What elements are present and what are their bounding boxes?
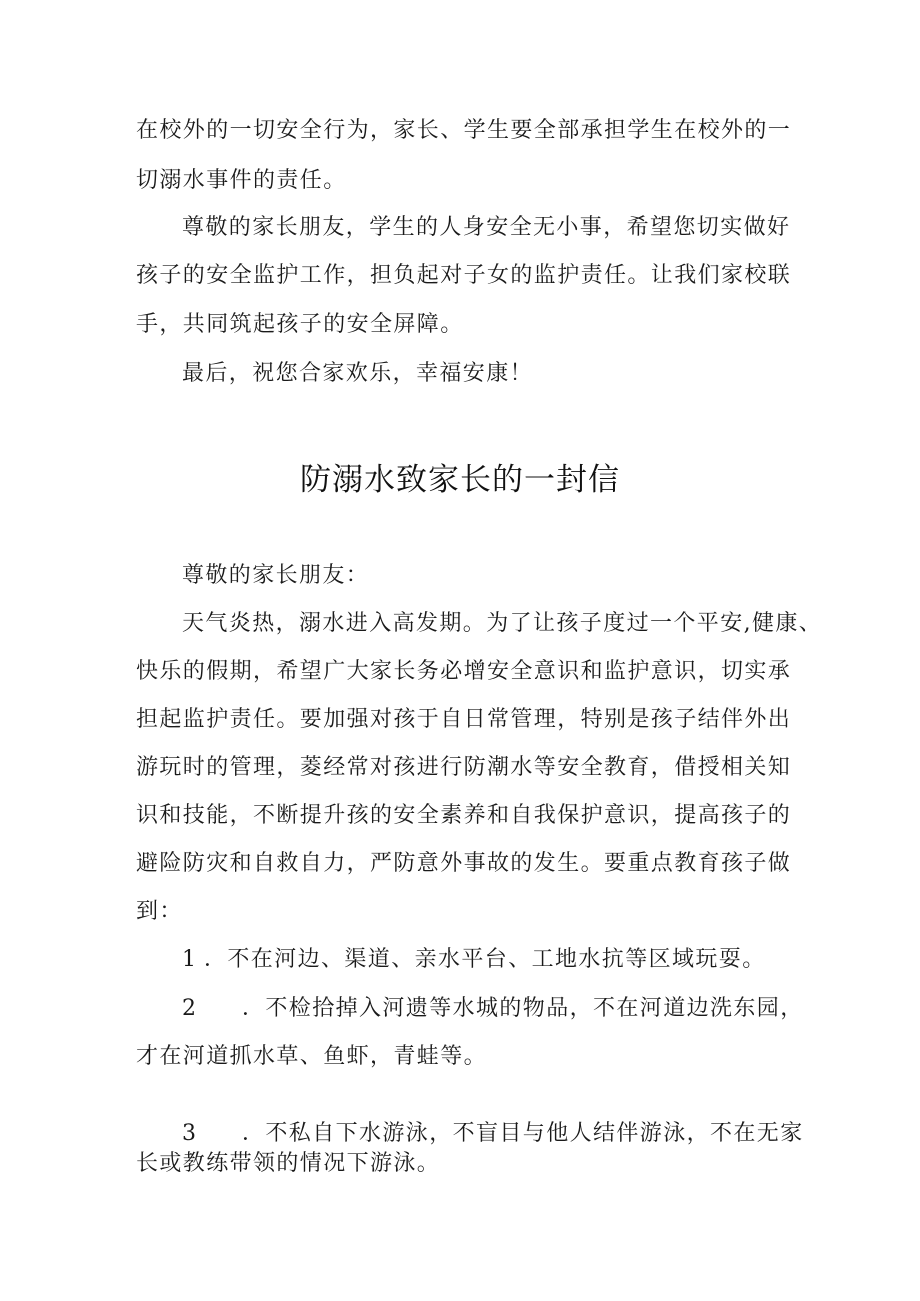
body-paragraph-line-1: 天气炎热，溺水进入高发期。为了让孩子度过一个平安,健康、 bbox=[182, 611, 823, 636]
list-item-number: 3 bbox=[182, 1121, 198, 1146]
list-item-3-continuation: 长或教练带领的情况下游泳。 bbox=[136, 1151, 441, 1176]
list-item-number: 1 bbox=[182, 947, 198, 972]
list-item-2 bbox=[182, 994, 804, 1024]
body-paragraph-line-7: 到： bbox=[136, 899, 183, 924]
body-paragraph-line-3: 担起监护责任。要加强对孩于自日常管理，特别是孩子结伴外出 bbox=[136, 707, 792, 732]
body-paragraph-line-5: 识和技能，不断提升孩的安全素养和自我保护意识，提高孩子的 bbox=[136, 803, 792, 828]
list-item-2-continuation: 才在河道抓水草、鱼虾，青蛙等。 bbox=[136, 1044, 488, 1069]
list-item-1 bbox=[182, 945, 766, 975]
list-item-text: ．不在河边、渠道、亲水平台、工地水抗等区域玩耍。 bbox=[204, 947, 766, 972]
body-paragraph-line-2: 快乐的假期，希望广大家长务必增安全意识和监护意识，切实承 bbox=[136, 659, 792, 684]
list-item-text: ．不私自下水游泳，不盲目与他人结伴游泳，不在无家 bbox=[242, 1121, 804, 1146]
wish-line: 最后，祝您合家欢乐，幸福安康！ bbox=[182, 361, 534, 386]
closing-paragraph-line-2: 孩子的安全监护工作，担负起对子女的监护责任。让我们家校联 bbox=[136, 263, 792, 288]
body-paragraph-line-6: 避险防灾和自救自力，严防意外事故的发生。要重点教育孩子做 bbox=[136, 851, 792, 876]
page-title: 防溺水致家长的一封信 bbox=[300, 462, 620, 498]
list-item-text: ．不检拾掉入河遗等水城的物品，不在河道边洗东园， bbox=[242, 996, 804, 1021]
closing-paragraph-line-3: 手，共同筑起孩子的安全屏障。 bbox=[136, 312, 464, 337]
continuation-line-1: 在校外的一切安全行为，家长、学生要全部承担学生在校外的一 bbox=[136, 118, 792, 143]
list-item-number: 2 bbox=[182, 996, 198, 1021]
body-paragraph-line-4: 游玩时的管理，菱经常对孩进行防潮水等安全教育，借授相关知 bbox=[136, 755, 792, 780]
closing-paragraph-line-1: 尊敬的家长朋友，学生的人身安全无小事，希望您切实做好 bbox=[182, 215, 791, 240]
continuation-line-2: 切溺水事件的责任。 bbox=[136, 168, 347, 193]
list-item-3 bbox=[182, 1119, 804, 1149]
salutation: 尊敬的家长朋友： bbox=[182, 563, 370, 588]
